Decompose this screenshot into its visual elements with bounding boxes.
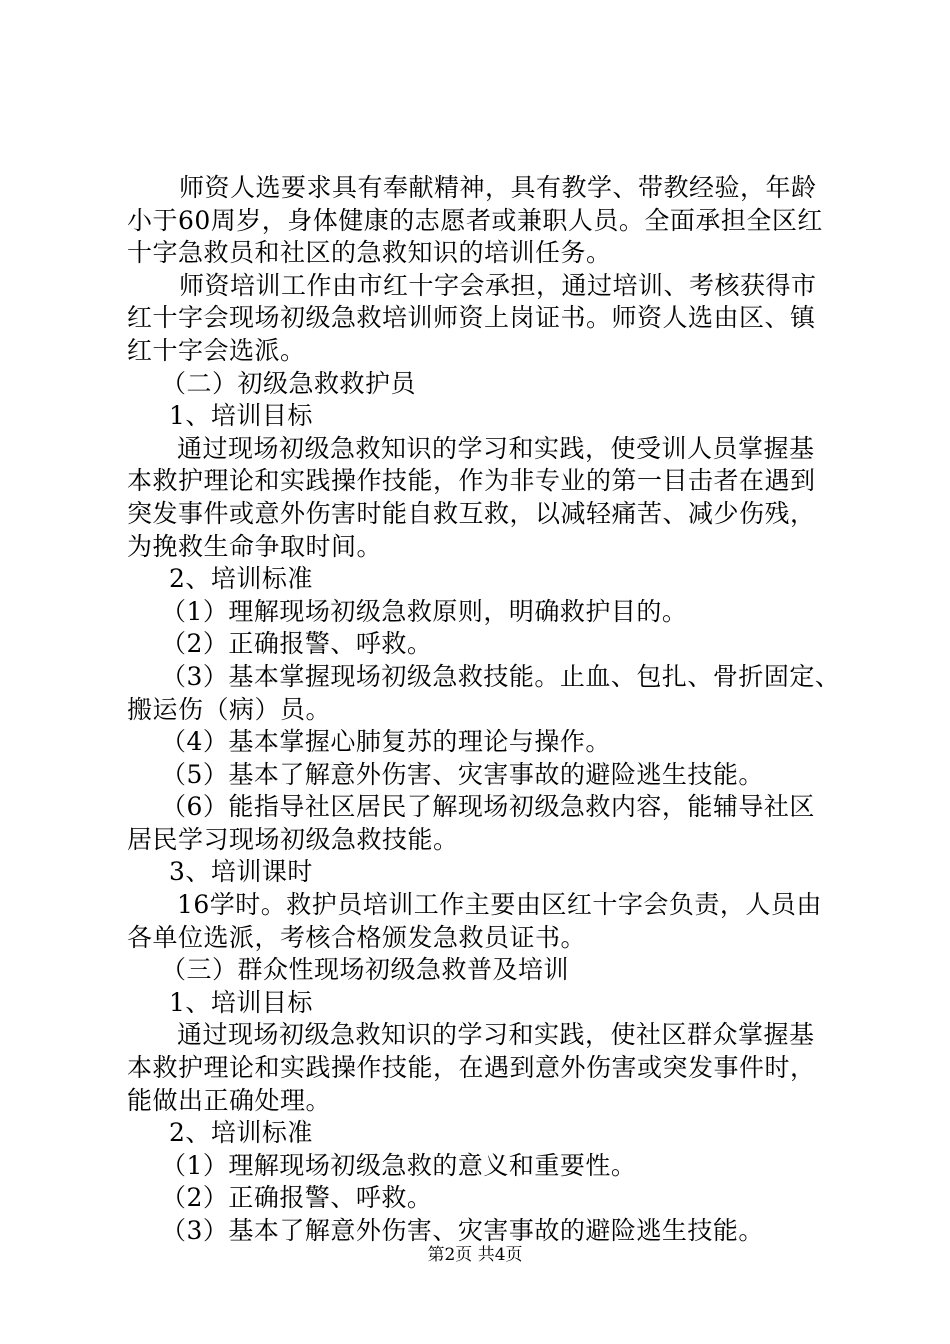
list-item: （5）基本了解意外伤害、灾害事故的避险逃生技能。: [161, 759, 764, 789]
subsection-heading: 1、培训目标: [169, 401, 313, 431]
subsection-heading: 2、培训标准: [169, 1118, 313, 1148]
section-heading: （二）初级急救救护员: [161, 368, 417, 398]
paragraph-line: 为挽救生命争取时间。: [127, 531, 383, 561]
paragraph-line: 小于60周岁，身体健康的志愿者或兼职人员。全面承担全区红: [127, 205, 823, 235]
page-number-footer: 第2页 共4页: [427, 1245, 523, 1265]
list-item: （4）基本掌握心肺复苏的理论与操作。: [161, 727, 611, 757]
document-body: [127, 172, 841, 1248]
list-item: （1）理解现场初级急救的意义和重要性。: [161, 1150, 637, 1180]
paragraph-line: 各单位选派，考核合格颁发急救员证书。: [127, 922, 587, 952]
subsection-heading: 1、培训目标: [169, 987, 313, 1017]
list-item: （2）正确报警、呼救。: [161, 629, 433, 659]
paragraph-line: 本救护理论和实践操作技能，作为非专业的第一目击者在遇到: [127, 466, 816, 496]
paragraph-line: 突发事件或意外伤害时能自救互救，以减轻痛苦、减少伤残，: [127, 498, 816, 528]
paragraph-line: 师资人选要求具有奉献精神，具有教学、带教经验，年龄: [179, 173, 817, 202]
section-heading: （三）群众性现场初级急救普及培训: [161, 955, 570, 985]
subsection-heading: 2、培训标准: [169, 564, 313, 594]
paragraph-line: 十字急救员和社区的急救知识的培训任务。: [127, 238, 612, 268]
paragraph-line: 本救护理论和实践操作技能，在遇到意外伤害或突发事件时，: [127, 1053, 816, 1083]
list-item-continuation: 居民学习现场初级急救技能。: [127, 824, 459, 854]
paragraph-line: 能做出正确处理。: [127, 1085, 332, 1115]
paragraph-line: 红十字会现场初级急救培训师资上岗证书。师资人选由区、镇: [127, 303, 816, 333]
subsection-heading: 3、培训课时: [169, 857, 313, 887]
paragraph-line: 通过现场初级急救知识的学习和实践，使社区群众掌握基: [177, 1020, 815, 1050]
paragraph-line: 师资培训工作由市红十字会承担，通过培训、考核获得市: [179, 270, 817, 300]
paragraph-line: 16学时。救护员培训工作主要由区红十字会负责，人员由: [177, 890, 822, 920]
paragraph-line: 通过现场初级急救知识的学习和实践，使受训人员掌握基: [177, 433, 815, 463]
list-item: （6）能指导社区居民了解现场初级急救内容，能辅导社区: [161, 792, 815, 822]
list-item: （3）基本了解意外伤害、灾害事故的避险逃生技能。: [161, 1216, 764, 1245]
list-item-continuation: 搬运伤（病）员。: [127, 694, 332, 724]
list-item: （2）正确报警、呼救。: [161, 1183, 433, 1213]
paragraph-line: 红十字会选派。: [127, 335, 306, 365]
list-item: （3）基本掌握现场初级急救技能。止血、包扎、骨折固定、: [161, 661, 841, 691]
list-item: （1）理解现场初级急救原则，明确救护目的。: [161, 596, 688, 626]
